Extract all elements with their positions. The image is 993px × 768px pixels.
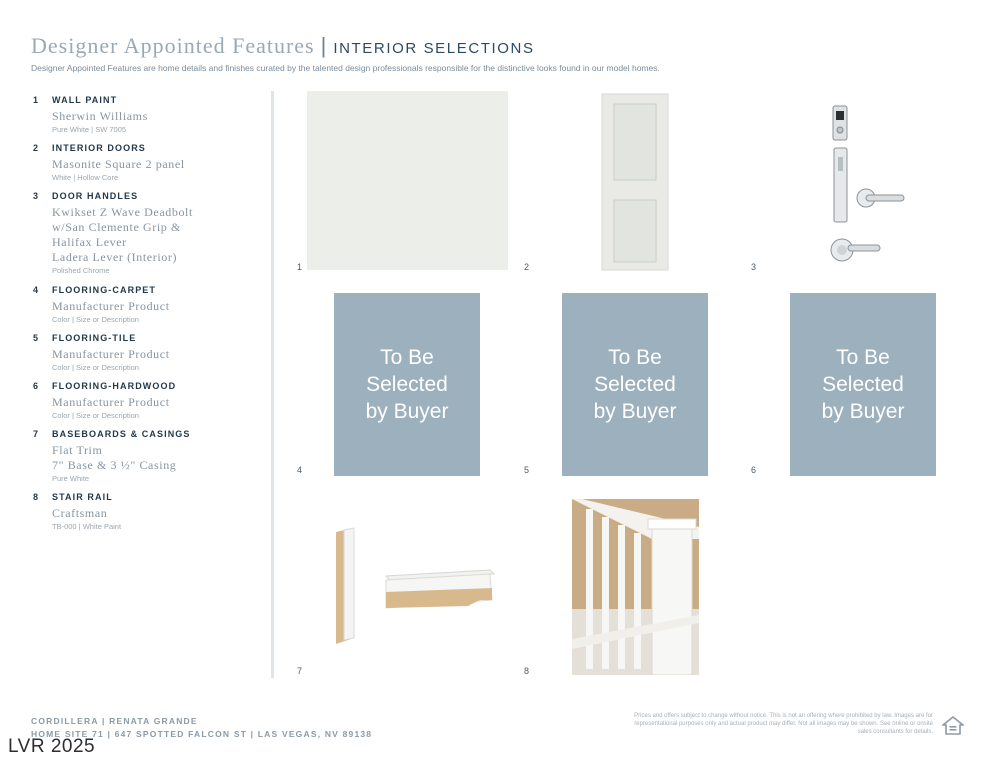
tile-number: 7 [297, 666, 303, 676]
product-name-line: Halifax Lever [52, 235, 127, 249]
selection-number: 2 [33, 143, 40, 153]
flooring-tile-placeholder [562, 293, 708, 476]
flooring-hardwood-placeholder [790, 293, 936, 476]
flooring-carpet-placeholder [334, 293, 480, 476]
product-name-line: w/San Clemente Grip & [52, 220, 181, 234]
tile-number: 8 [524, 666, 530, 676]
selection-heading [33, 381, 263, 391]
selection-title: DOOR HANDLES [52, 191, 139, 201]
tile-number: 2 [524, 262, 530, 272]
placeholder-line: by Buyer [593, 400, 677, 423]
product-detail: Color | Size or Description [52, 411, 139, 420]
placeholder-line: by Buyer [365, 400, 449, 423]
tile-number: 3 [751, 262, 757, 272]
product-name-line: Flat Trim [52, 443, 103, 457]
selection-interior-doors [33, 143, 263, 182]
selection-heading [33, 285, 263, 295]
product-name: Manufacturer Product [52, 299, 170, 313]
selection-title: WALL PAINT [52, 95, 118, 105]
placeholder-line: To Be [380, 346, 434, 369]
selection-heading [33, 143, 263, 153]
equal-housing-icon [942, 715, 964, 737]
product-name: Masonite Square 2 panel [52, 157, 185, 171]
product-detail: White | Hollow Core [52, 173, 119, 182]
product-name-line: Kwikset Z Wave Deadbolt [52, 205, 193, 219]
selection-number: 4 [33, 285, 40, 295]
selection-heading [33, 333, 263, 343]
product-name: Manufacturer Product [52, 395, 170, 409]
product-name-line: 7" Base & 3 ½" Casing [52, 458, 177, 472]
tile-number: 5 [524, 465, 530, 475]
selection-heading [33, 191, 263, 201]
selection-title: FLOORING-CARPET [52, 285, 156, 295]
baseboard-casing-image [330, 524, 500, 648]
product-detail: Pure White | SW 7005 [52, 125, 127, 134]
placeholder-line: Selected [594, 373, 676, 396]
title-separator: | [320, 33, 328, 58]
selection-number: 1 [33, 95, 40, 105]
placeholder-line: Selected [822, 373, 904, 396]
door-handle-icon [822, 102, 912, 268]
selection-number: 5 [33, 333, 40, 343]
selection-flooring-tile [33, 333, 263, 372]
product-name: Craftsman [52, 506, 108, 520]
selection-door-handles [33, 191, 263, 275]
product-detail: Polished Chrome [52, 266, 110, 275]
wall-paint-swatch [307, 91, 508, 270]
product-detail: Pure White [52, 474, 90, 483]
selection-flooring-hardwood [33, 381, 263, 420]
selection-number: 7 [33, 429, 40, 439]
title-text: Designer Appointed Features [31, 33, 315, 58]
selection-title: INTERIOR DOORS [52, 143, 146, 153]
tile-number: 1 [297, 262, 303, 272]
page-title [31, 33, 535, 59]
product-name [52, 205, 263, 265]
product-detail: TB-000 | White Paint [52, 522, 122, 531]
selection-title: FLOORING-HARDWOOD [52, 381, 177, 391]
stair-rail-image [572, 499, 699, 675]
selection-heading [33, 492, 263, 502]
selection-baseboards-casings [33, 429, 263, 483]
product-detail: Color | Size or Description [52, 315, 139, 324]
placeholder-line: To Be [836, 346, 890, 369]
interior-door-image [600, 92, 670, 272]
tile-number: 6 [751, 465, 757, 475]
product-detail: Color | Size or Description [52, 363, 139, 372]
product-name: Sherwin Williams [52, 109, 148, 123]
home-site-address: HOME SITE 71 | 647 SPOTTED FALCON ST | LAS VEGAS, NV 89138 [31, 729, 373, 739]
selection-number: 3 [33, 191, 40, 201]
tile-number: 4 [297, 465, 303, 475]
selection-title: FLOORING-TILE [52, 333, 137, 343]
selection-number: 6 [33, 381, 40, 391]
placeholder-line: To Be [608, 346, 662, 369]
disclaimer-text: Prices and offers subject to change without notice. This is not an offering where prohibited by law. Images are for representational purposes only and actual product may differ. Not all images may be shown. See online or onsite sales consultants for details. [634, 713, 933, 735]
watermark: LVR 2025 [8, 736, 96, 757]
selection-wall-paint [33, 95, 263, 134]
selection-number: 8 [33, 492, 40, 502]
selection-heading [33, 95, 263, 105]
section-subtitle: INTERIOR SELECTIONS [333, 40, 535, 57]
product-name: Manufacturer Product [52, 347, 170, 361]
selection-heading [33, 429, 263, 439]
intro-text: Designer Appointed Features are home details and finishes curated by the talented design professionals responsible for the distinctive looks found in our model homes. [31, 63, 660, 73]
selection-title: STAIR RAIL [52, 492, 113, 502]
selection-title: BASEBOARDS & CASINGS [52, 429, 191, 439]
placeholder-line: Selected [366, 373, 448, 396]
selection-flooring-carpet [33, 285, 263, 324]
selection-stair-rail [33, 492, 263, 531]
community-name: CORDILLERA | RENATA GRANDE [31, 716, 198, 726]
vertical-divider [271, 91, 274, 678]
placeholder-line: by Buyer [821, 400, 905, 423]
product-name-line: Ladera Lever (Interior) [52, 250, 178, 264]
product-name [52, 443, 263, 473]
